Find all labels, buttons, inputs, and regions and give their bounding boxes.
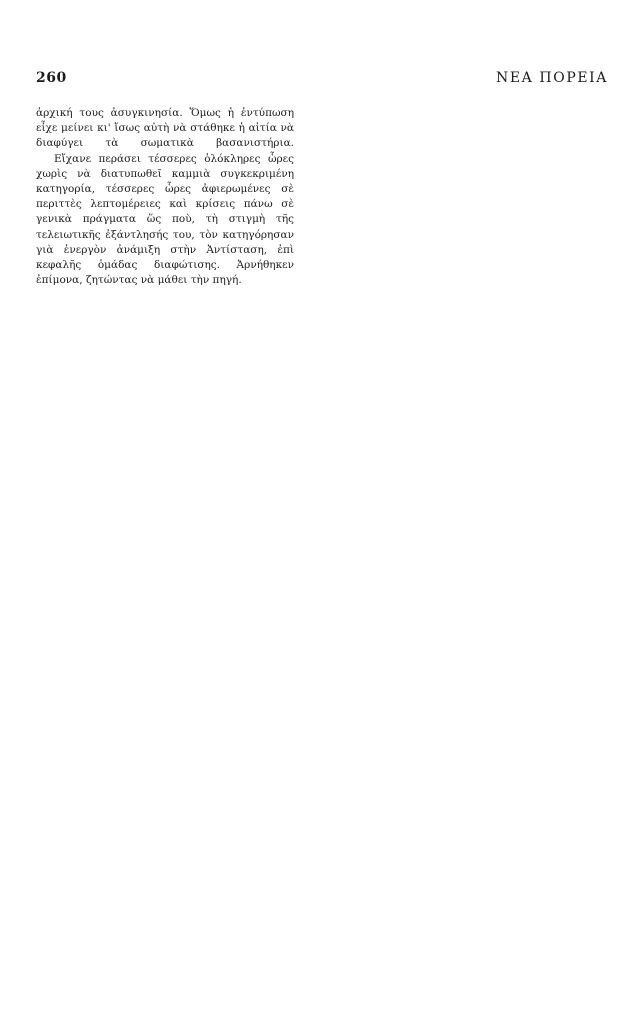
paragraph: Εἴχανε περάσει τέσσερες ὁλόκληρες ὧρες χωρὶς νὰ διατυπωθεῖ καμμιὰ συγκεκριμένη κατηγορία, τέσσερες ὧρες ἀφιερωμένες σὲ περιττὲς λεπτομέρειες καὶ κρίσεις πάνω σὲ γενικὰ πράγματα ὥς ποὺ, τὴ στιγμὴ τῆς τελειωτικῆς ἐξάντλησής του, τὸν κατηγόρησαν γιὰ ἐνεργὸν ἀνάμιξη στὴν Ἀντίσταση, ἐπὶ κεφαλῆς ὁμάδας διαφώτισης. Ἀρνήθηκεν ἐπίμονα, ζητώντας νὰ μάθει τὴν πηγή.: [36, 152, 294, 287]
paragraph: ἀρχική τους ἀσυγκινησία. Ὅμως ἡ ἐντύπωση εἶχε μείνει κι' ἴσως αὐτὴ νὰ στάθηκε ἡ αἰτία νὰ διαφύγει τὰ σωματικὰ βασανιστήρια.: [36, 107, 294, 150]
running-head: ΝΕΑ ΠΟΡΕΙΑ: [496, 70, 608, 86]
left-column: [36, 106, 294, 288]
page-header: [36, 70, 608, 90]
page-number: 260: [36, 70, 67, 86]
